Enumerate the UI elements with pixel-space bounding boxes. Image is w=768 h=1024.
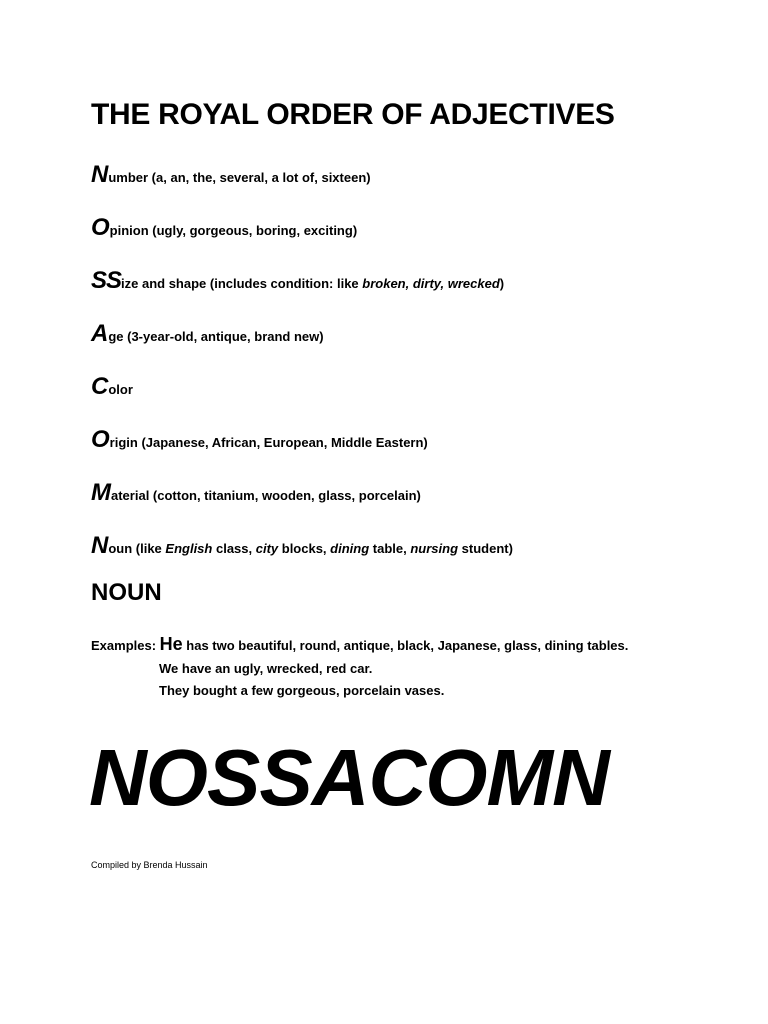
row-text: umber (a, an, the, several, a lot of, sixteen) <box>108 170 371 185</box>
row-text-italic: broken, dirty, wrecked <box>362 276 500 291</box>
row-text-italic: nursing <box>410 541 459 556</box>
noun-heading: NOUN <box>91 579 162 606</box>
row-text: student) <box>458 541 513 556</box>
row-initial: M <box>91 479 111 506</box>
row-text-italic: city <box>255 541 279 556</box>
row-initial: O <box>91 426 110 453</box>
order-row-age <box>91 319 324 352</box>
order-row-opinion <box>91 213 357 246</box>
acronym: NOSSACOMN <box>89 733 609 822</box>
example-text: has two beautiful, round, antique, black, Japanese, glass, dining tables. <box>182 638 629 653</box>
example-line-1 <box>91 633 628 657</box>
row-initial: A <box>91 320 109 347</box>
row-text: table, <box>369 541 411 556</box>
order-row-origin <box>91 425 428 458</box>
examples-label: Examples: <box>91 638 160 653</box>
row-text: pinion (ugly, gorgeous, boring, exciting) <box>109 223 358 238</box>
order-row-noun <box>91 531 513 564</box>
page-title: THE ROYAL ORDER OF ADJECTIVES <box>91 98 615 131</box>
row-initial: N <box>91 532 109 559</box>
row-text: class, <box>212 541 256 556</box>
row-text: blocks, <box>278 541 331 556</box>
example-line-2: We have an ugly, wrecked, red car. <box>159 661 373 676</box>
row-text: aterial (cotton, titanium, wooden, glass, porcelain) <box>111 488 421 503</box>
order-row-material <box>91 478 421 511</box>
row-text: ge (3-year-old, antique, brand new) <box>108 329 324 344</box>
row-initial: SS <box>91 267 122 294</box>
row-text: oun (like <box>108 541 166 556</box>
example-he: He <box>159 634 183 654</box>
row-text-italic: dining <box>330 541 370 556</box>
row-text: olor <box>108 382 133 397</box>
example-line-3: They bought a few gorgeous, porcelain vases. <box>159 683 445 698</box>
row-text: rigin (Japanese, African, European, Middle Eastern) <box>109 435 428 450</box>
row-text-end: ) <box>499 276 505 291</box>
row-initial: C <box>91 373 109 400</box>
order-row-number <box>91 160 371 193</box>
row-text: ize and shape (includes condition: like <box>121 276 363 291</box>
credit: Compiled by Brenda Hussain <box>91 860 208 870</box>
order-row-color <box>91 372 133 405</box>
row-initial: N <box>91 161 109 188</box>
order-row-size-shape <box>91 266 504 299</box>
row-initial: O <box>91 214 110 241</box>
row-text-italic: English <box>165 541 213 556</box>
